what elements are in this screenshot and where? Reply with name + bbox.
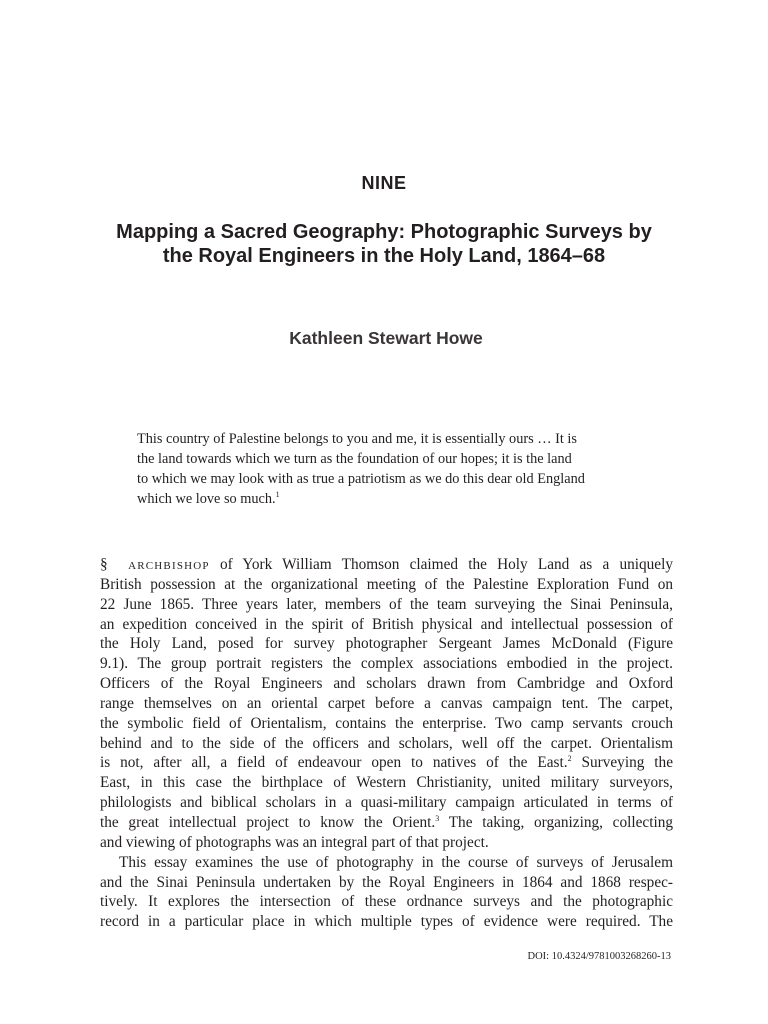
- epigraph-text: which we love so much.: [137, 491, 276, 507]
- body-line: [100, 753, 673, 773]
- body-line: [100, 555, 673, 575]
- section-mark: §: [100, 556, 108, 573]
- body-line: behind and to the side of the officers and scholars, well off the carpet. Orientalism: [100, 734, 673, 752]
- chapter-author: Kathleen Stewart Howe: [289, 328, 483, 348]
- body-paragraphs: [100, 555, 673, 932]
- doi-footer: DOI: 10.4324/9781003268260-13: [527, 951, 671, 962]
- epigraph: [137, 429, 637, 509]
- body-line: and the Sinai Peninsula undertaken by the Royal Engineers in 1864 and 1868 respec-: [100, 873, 673, 891]
- chapter-number: NINE: [361, 173, 407, 193]
- body-line: This essay examines the use of photography in the course of surveys of Jerusalem: [119, 853, 673, 871]
- body-line: philologists and biblical scholars in a quasi-military campaign articulated in terms of: [100, 794, 673, 812]
- body-line: range themselves on an oriental carpet before a canvas campaign tent. The carpet,: [100, 694, 673, 712]
- body-line: East, in this case the birthplace of Western Christianity, united military surveyors,: [100, 774, 673, 792]
- footnote-ref: 1: [275, 490, 280, 499]
- footnote-ref: 2: [567, 754, 572, 764]
- footnote-ref: 3: [435, 813, 440, 823]
- body-line: the Holy Land, posed for survey photographer Sergeant James McDonald (Figure: [100, 635, 673, 653]
- lead-in-smallcaps: archbishop: [128, 556, 210, 573]
- epigraph-line: [137, 489, 637, 509]
- body-line: Officers of the Royal Engineers and scholars drawn from Cambridge and Oxford: [100, 675, 673, 693]
- body-line: 9.1). The group portrait registers the complex associations embodied in the project.: [100, 655, 673, 673]
- epigraph-line: to which we may look with as true a patriotism as we do this dear old England: [137, 471, 585, 487]
- epigraph-line: This country of Palestine belongs to you and me, it is essentially ours … It is: [137, 431, 577, 447]
- body-line: an expedition conceived in the spirit of British physical and intellectual possession of: [100, 615, 673, 633]
- body-line: 22 June 1865. Three years later, members of the team surveying the Sinai Peninsula,: [100, 595, 673, 613]
- body-line: tively. It explores the intersection of these ordnance surveys and the photographic: [100, 893, 673, 911]
- body-line: British possession at the organizational meeting of the Palestine Exploration Fund on: [100, 575, 673, 593]
- body-text: of York William Thomson claimed the Holy Land as a uniquely: [209, 556, 673, 573]
- chapter-title: Mapping a Sacred Geography: Photographic Surveys by the Royal Engineers in the Holy Land, 1864–68: [116, 221, 652, 267]
- epigraph-line: the land towards which we turn as the foundation of our hopes; it is the land: [137, 451, 572, 467]
- body-line: and viewing of photographs was an integral part of that project.: [100, 833, 489, 851]
- body-line: record in a particular place in which multiple types of evidence were required. The: [100, 913, 673, 931]
- body-text: is not, after all, a field of endeavour open to natives of the East.: [100, 754, 568, 772]
- body-line: [100, 813, 673, 833]
- body-text: the great intellectual project to know the Orient.: [100, 813, 436, 831]
- body-line: the symbolic field of Orientalism, contains the enterprise. Two camp servants crouch: [100, 714, 673, 732]
- body-text: Surveying the: [571, 754, 673, 772]
- body-text: The taking, organizing, collecting: [439, 813, 673, 831]
